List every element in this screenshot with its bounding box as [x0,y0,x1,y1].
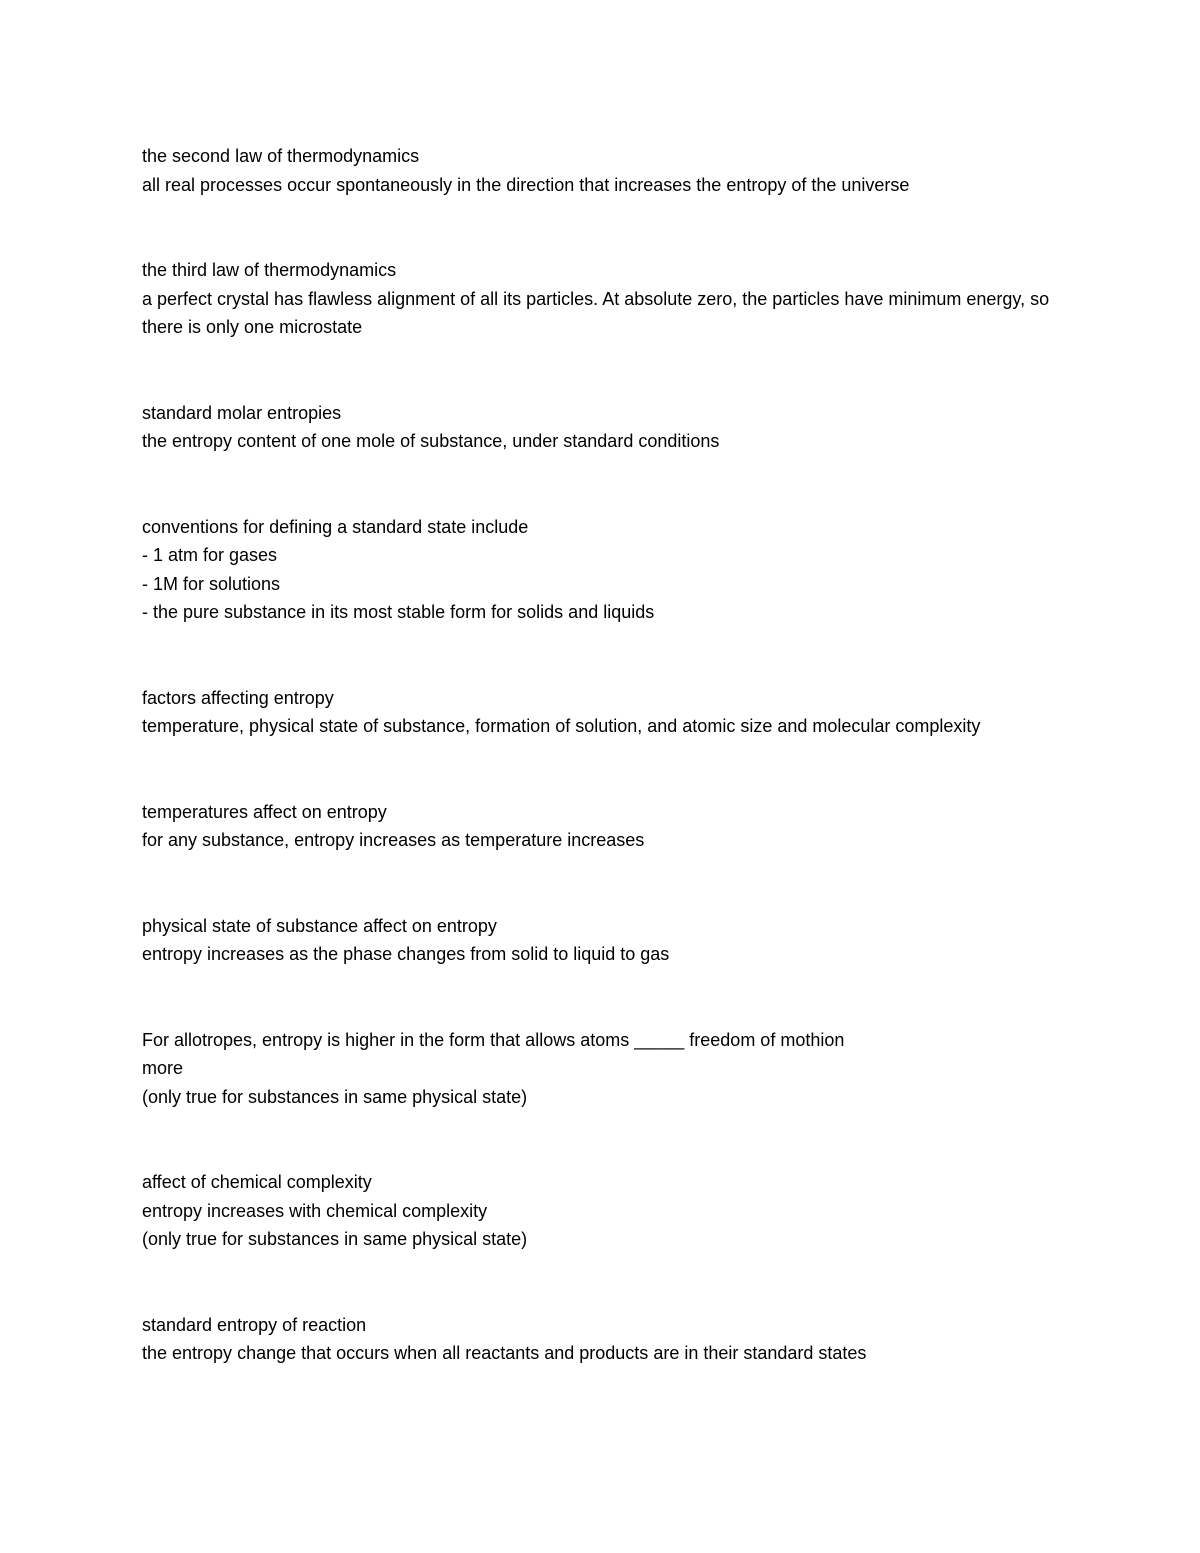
entry-temperature-effect [142,798,1082,855]
entry-definition: for any substance, entropy increases as temperature increases [142,830,645,850]
entry-chemical-complexity [142,1168,1082,1254]
entry-definition: a perfect crystal has flawless alignment of all its particles. At absolute zero, the particles have minimum energy, so there is only one microstate [142,288,1055,337]
entry-factors-affecting-entropy [142,684,1082,741]
entry-term: the third law of thermodynamics [142,260,397,280]
entry-allotropes [142,1026,1082,1112]
entry-note: (only true for substances in same physical state) [142,1086,528,1107]
entry-definition: all real processes occur spontaneously in the direction that increases the entropy of the universe [142,174,910,195]
entry-standard-molar-entropies [142,399,1082,456]
entry-term: factors affecting entropy [142,687,334,708]
entry-definition-item: - 1 atm for gases [142,545,278,565]
entry-definition: entropy increases with chemical complexity [142,1200,488,1221]
entry-definition-item: - the pure substance in its most stable form for solids and liquids [142,602,655,622]
entry-term: standard entropy of reaction [142,1314,367,1335]
entry-term: standard molar entropies [142,402,342,423]
entry-definition: temperature, physical state of substance, formation of solution, and atomic size and molecular complexity [142,716,981,736]
entry-definition: the entropy content of one mole of substance, under standard conditions [142,431,720,451]
entry-term: temperatures affect on entropy [142,801,387,822]
entry-physical-state-effect [142,912,1082,969]
entry-definition: the entropy change that occurs when all reactants and products are in their standard states [142,1343,867,1363]
entry-definition-item: - 1M for solutions [142,573,281,594]
entry-term: the second law of thermodynamics [142,146,420,166]
entry-standard-entropy-of-reaction [142,1311,1082,1368]
entry-term: physical state of substance affect on entropy [142,915,497,936]
entry-standard-state-conventions [142,513,1082,627]
entry-third-law [142,256,1082,342]
entry-term: For allotropes, entropy is higher in the form that allows atoms _____ freedom of mothion [142,1029,845,1050]
entry-term: affect of chemical complexity [142,1172,372,1192]
entry-definition: more [142,1058,184,1078]
entry-second-law [142,142,1082,199]
document-body [142,142,1082,1425]
entry-term: conventions for defining a standard state include [142,516,529,537]
entry-note: (only true for substances in same physical state) [142,1229,528,1249]
entry-definition: entropy increases as the phase changes from solid to liquid to gas [142,944,670,964]
